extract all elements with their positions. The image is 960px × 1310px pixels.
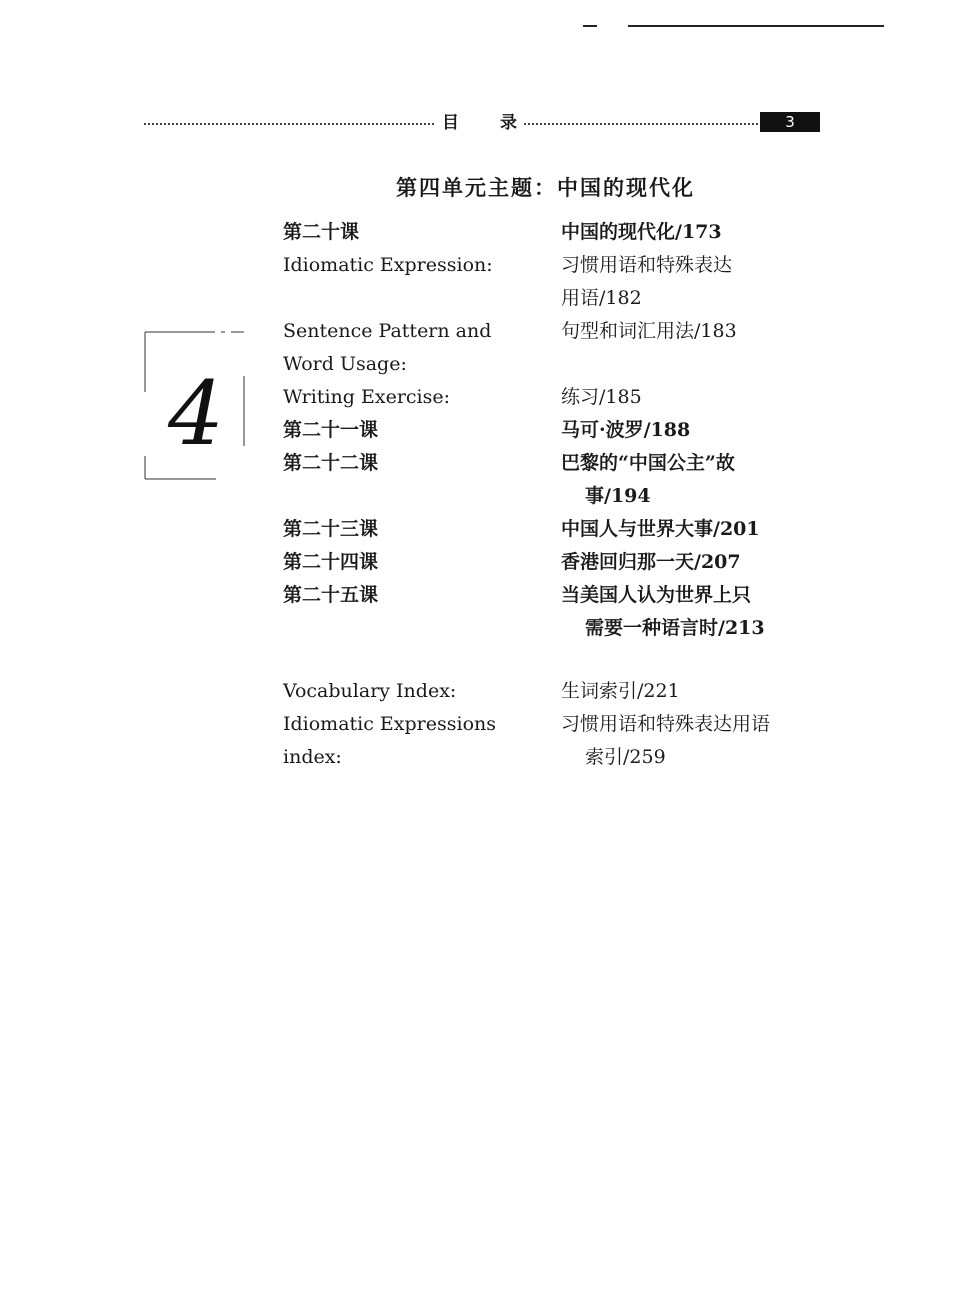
toc-entry	[283, 447, 843, 513]
toc-entry-label	[283, 216, 543, 249]
header-dots-left	[144, 123, 434, 125]
page-number: 3	[760, 112, 820, 132]
toc-entry-title-line: 句型和词汇用法/183	[561, 320, 737, 342]
toc-entry-title	[561, 414, 831, 447]
toc-entry-title-line: 事/194	[585, 485, 651, 507]
toc-entry-title	[561, 249, 831, 315]
toc-entry-title	[561, 381, 831, 414]
toc-entry-label	[283, 315, 543, 381]
toc-entry-label	[283, 546, 543, 579]
toc-entry-title-line: 生词索引/221	[561, 680, 680, 702]
toc-entry-label	[283, 249, 543, 282]
toc-entry-label	[283, 414, 543, 447]
toc-entry-title-line: 巴黎的“中国公主”故	[561, 452, 735, 474]
toc-entry-label-line: index:	[283, 746, 342, 768]
toc-entry	[283, 579, 843, 645]
toc-entry-label-line: 第二十课	[283, 221, 360, 243]
toc-entry-label	[283, 675, 543, 708]
toc-entry-title-line: 马可·波罗/188	[561, 419, 691, 441]
toc-entry-label	[283, 381, 543, 414]
toc-entry-label-line: 第二十三课	[283, 518, 379, 540]
running-header	[140, 112, 820, 134]
toc-entry-label	[283, 708, 543, 774]
toc-entry	[283, 249, 843, 315]
toc-entry-title-line: 中国人与世界大事/201	[561, 518, 760, 540]
toc-entry-label-line: Idiomatic Expression:	[283, 254, 493, 276]
toc-entry-label-line: Writing Exercise:	[283, 386, 451, 408]
toc-entry-title-line: 中国的现代化/173	[561, 221, 722, 243]
top-rule-long	[628, 25, 884, 27]
toc-entry-label	[283, 513, 543, 546]
top-rule-short	[583, 25, 597, 27]
toc-entry-title-line: 需要一种语言时/213	[585, 617, 765, 639]
toc-entry-title-line: 用语/182	[561, 287, 642, 309]
toc-entry	[283, 675, 843, 708]
toc-entry-title	[561, 546, 831, 579]
toc-entry-label-line: Vocabulary Index:	[283, 680, 457, 702]
toc-entry-title	[561, 675, 831, 708]
toc-entry-title-line: 索引/259	[585, 746, 666, 768]
unit-number: 4	[168, 362, 224, 465]
toc-entry-label	[283, 579, 543, 612]
toc-entry-title	[561, 216, 831, 249]
toc-entry-title-line: 香港回归那一天/207	[561, 551, 741, 573]
toc-entry-title	[561, 579, 831, 645]
header-dots-right	[524, 123, 758, 125]
toc-entry-title	[561, 315, 831, 348]
toc-entry	[283, 513, 843, 546]
toc-entry	[283, 216, 843, 249]
toc-entry-label-line: 第二十四课	[283, 551, 379, 573]
toc-entry	[283, 381, 843, 414]
header-title-char-1: 目	[442, 113, 459, 133]
toc-entry-label-line: Idiomatic Expressions	[283, 713, 496, 735]
toc-entry-label-line: Sentence Pattern and	[283, 320, 492, 342]
toc-entry-label-line: 第二十五课	[283, 584, 379, 606]
toc-entry-title-line: 练习/185	[561, 386, 642, 408]
unit-title: 第四单元主题：中国的现代化	[396, 175, 695, 200]
toc-entry	[283, 708, 843, 774]
toc-entry-title	[561, 513, 831, 546]
toc-entry-title-line: 当美国人认为世界上只	[561, 584, 752, 606]
toc-entry-label-line: 第二十二课	[283, 452, 379, 474]
toc-entry-title-line: 习惯用语和特殊表达	[561, 254, 733, 276]
toc-entry	[283, 414, 843, 447]
toc-entry-title	[561, 447, 831, 513]
toc-entry	[283, 546, 843, 579]
unit-number-badge	[140, 326, 250, 486]
toc-entry-label-line: Word Usage:	[283, 353, 407, 375]
toc-entry-title-line: 习惯用语和特殊表达用语	[561, 713, 771, 735]
toc-entry-label-line: 第二十一课	[283, 419, 379, 441]
toc-entry-title	[561, 708, 831, 774]
toc-entry-label	[283, 447, 543, 480]
toc-entry	[283, 315, 843, 381]
header-title-char-2: 录	[500, 113, 517, 133]
badge-frame	[140, 326, 250, 486]
